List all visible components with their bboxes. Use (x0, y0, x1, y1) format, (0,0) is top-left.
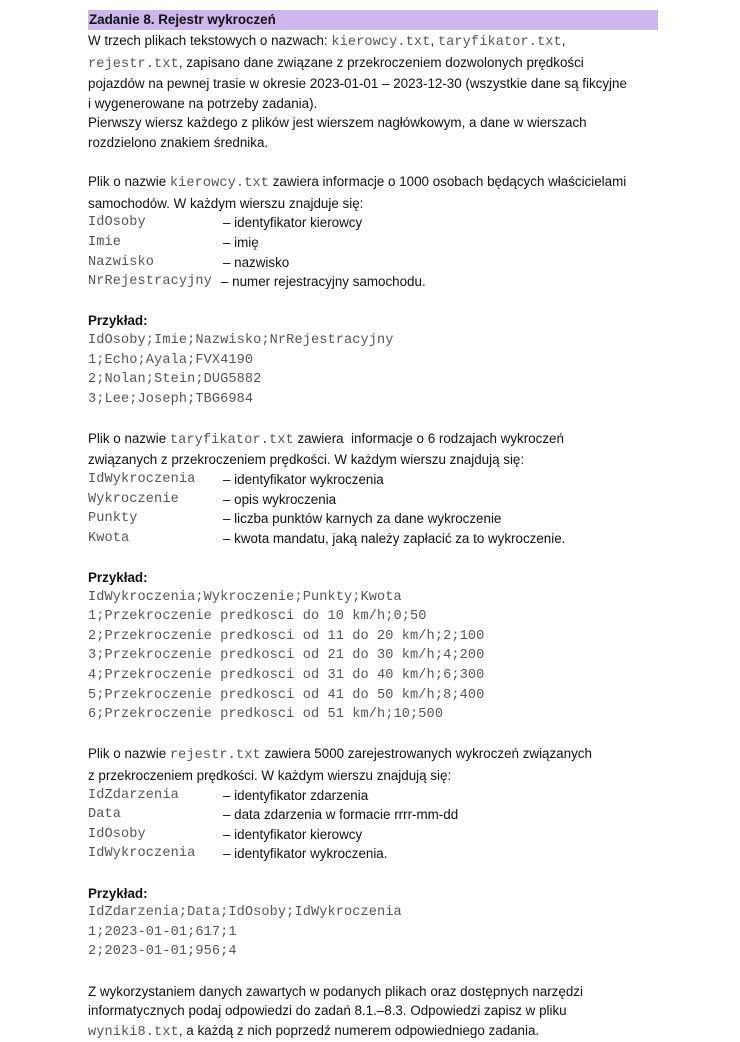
taryfikator-line-1 (88, 429, 658, 451)
outro-line-2: informatycznych podaj odpowiedzi do zadań 8.1.–8.3. Odpowiedzi zapisz w pliku (88, 1001, 658, 1021)
filename-rejestr: rejestr.txt (88, 57, 179, 72)
field-desc: – nazwisko (223, 253, 658, 273)
field-def (88, 490, 658, 510)
code-line: IdOsoby;Imie;Nazwisko;NrRejestracyjny (88, 331, 658, 351)
text: Plik o nazwie (88, 746, 170, 761)
outro-section (88, 982, 658, 1042)
field-def (88, 825, 658, 845)
filename-kierowcy: kierowcy.txt (170, 176, 269, 191)
text: zawiera informacje o 6 rodzajach wykroczeń (294, 431, 564, 446)
intro-line-5: Pierwszy wiersz każdego z plików jest wierszem nagłówkowym, a dane w wierszach (88, 113, 658, 133)
field-name: Punkty (88, 509, 223, 529)
field-desc: – identyfikator zdarzenia (223, 786, 658, 806)
code-line: 2;Przekroczenie predkosci od 11 do 20 km/h;2;100 (88, 627, 658, 647)
field-name: IdWykroczenia (88, 470, 223, 490)
task-document (88, 10, 658, 1042)
intro-section (88, 31, 658, 153)
field-name: Data (88, 805, 223, 825)
field-name: IdOsoby (88, 825, 223, 845)
field-def (88, 253, 658, 273)
intro-text: , zapisano dane związane z przekroczeniem dozwolonych prędkości (179, 55, 584, 70)
filename-wyniki: wyniki8.txt (88, 1025, 179, 1040)
code-line: 3;Lee;Joseph;TBG6984 (88, 390, 658, 410)
field-desc: – data zdarzenia w formacie rrrr-mm-dd (223, 805, 658, 825)
field-name: Nazwisko (88, 253, 223, 273)
field-desc: – identyfikator kierowcy (223, 825, 658, 845)
field-def (88, 844, 658, 864)
code-line: 4;Przekroczenie predkosci od 31 do 40 km/h;6;300 (88, 666, 658, 686)
code-line: 2;Nolan;Stein;DUG5882 (88, 370, 658, 390)
field-name: NrRejestracyjny (88, 272, 223, 292)
field-name: Wykroczenie (88, 490, 223, 510)
intro-line-4: i wygenerowane na potrzeby zadania). (88, 94, 658, 114)
example-label: Przykład: (88, 568, 658, 588)
field-name: IdZdarzenia (88, 786, 223, 806)
example-label: Przykład: (88, 884, 658, 904)
intro-line-2 (88, 53, 658, 75)
field-desc: – identyfikator kierowcy (223, 213, 658, 233)
field-def (88, 470, 658, 490)
intro-text: W trzech plikach tekstowych o nazwach: (88, 33, 331, 48)
code-line: 3;Przekroczenie predkosci od 21 do 30 km/h;4;200 (88, 646, 658, 666)
text: Plik o nazwie (88, 431, 170, 446)
taryfikator-line-2: związanych z przekroczeniem prędkości. W każdym wierszu znajdują się: (88, 450, 658, 470)
text: Plik o nazwie (88, 174, 170, 189)
rejestr-line-2: z przekroczeniem prędkości. W każdym wierszu znajdują się: (88, 766, 658, 786)
code-line: 2;2023-01-01;956;4 (88, 942, 658, 962)
field-desc: – kwota mandatu, jaką należy zapłacić za to wykroczenie. (223, 529, 658, 549)
intro-line-6: rozdzielono znakiem średnika. (88, 133, 658, 153)
filename-rejestr: rejestr.txt (170, 748, 261, 763)
field-def (88, 509, 658, 529)
task-title: Zadanie 8. Rejestr wykroczeń (88, 10, 658, 30)
kierowcy-section (88, 172, 658, 409)
field-def (88, 213, 658, 233)
field-def (88, 233, 658, 253)
field-desc: – liczba punktów karnych za dane wykroczenie (223, 509, 658, 529)
code-line: 5;Przekroczenie predkosci od 41 do 50 km/h;8;400 (88, 686, 658, 706)
separator: , (430, 33, 437, 48)
rejestr-line-1 (88, 744, 658, 766)
field-def (88, 272, 658, 292)
filename-kierowcy: kierowcy.txt (331, 35, 430, 50)
rejestr-section (88, 744, 658, 962)
code-line: 6;Przekroczenie predkosci od 51 km/h;10;500 (88, 705, 658, 725)
field-desc: – identyfikator wykroczenia (223, 470, 658, 490)
code-line: IdWykroczenia;Wykroczenie;Punkty;Kwota (88, 588, 658, 608)
field-desc: – imię (223, 233, 658, 253)
code-line: 1;2023-01-01;617;1 (88, 923, 658, 943)
filename-taryfikator: taryfikator.txt (438, 35, 562, 50)
field-name: Imie (88, 233, 223, 253)
taryfikator-section (88, 429, 658, 725)
code-line: IdZdarzenia;Data;IdOsoby;IdWykroczenia (88, 903, 658, 923)
field-name: IdOsoby (88, 213, 223, 233)
field-def (88, 786, 658, 806)
kierowcy-line-1 (88, 172, 658, 194)
separator: , (562, 33, 566, 48)
field-desc: – identyfikator wykroczenia. (223, 844, 658, 864)
example-label: Przykład: (88, 311, 658, 331)
field-name: Kwota (88, 529, 223, 549)
text: zawiera 5000 zarejestrowanych wykroczeń związanych (261, 746, 592, 761)
code-line: 1;Echo;Ayala;FVX4190 (88, 351, 658, 371)
field-desc: – numer rejestracyjny samochodu. (221, 272, 658, 292)
intro-line-3: pojazdów na pewnej trasie w okresie 2023-01-01 – 2023-12-30 (wszystkie dane są fikcyjne (88, 74, 658, 94)
kierowcy-line-2: samochodów. W każdym wierszu znajduje się: (88, 194, 658, 214)
text: zawiera informacje o 1000 osobach będących właścicielami (269, 174, 626, 189)
field-name: IdWykroczenia (88, 844, 223, 864)
field-def (88, 805, 658, 825)
outro-line-1: Z wykorzystaniem danych zawartych w podanych plikach oraz dostępnych narzędzi (88, 982, 658, 1002)
field-def (88, 529, 658, 549)
filename-taryfikator: taryfikator.txt (170, 433, 294, 448)
field-desc: – opis wykroczenia (223, 490, 658, 510)
code-line: 1;Przekroczenie predkosci do 10 km/h;0;50 (88, 607, 658, 627)
text: , a każdą z nich poprzedź numerem odpowiedniego zadania. (179, 1023, 539, 1038)
intro-line-1 (88, 31, 658, 53)
